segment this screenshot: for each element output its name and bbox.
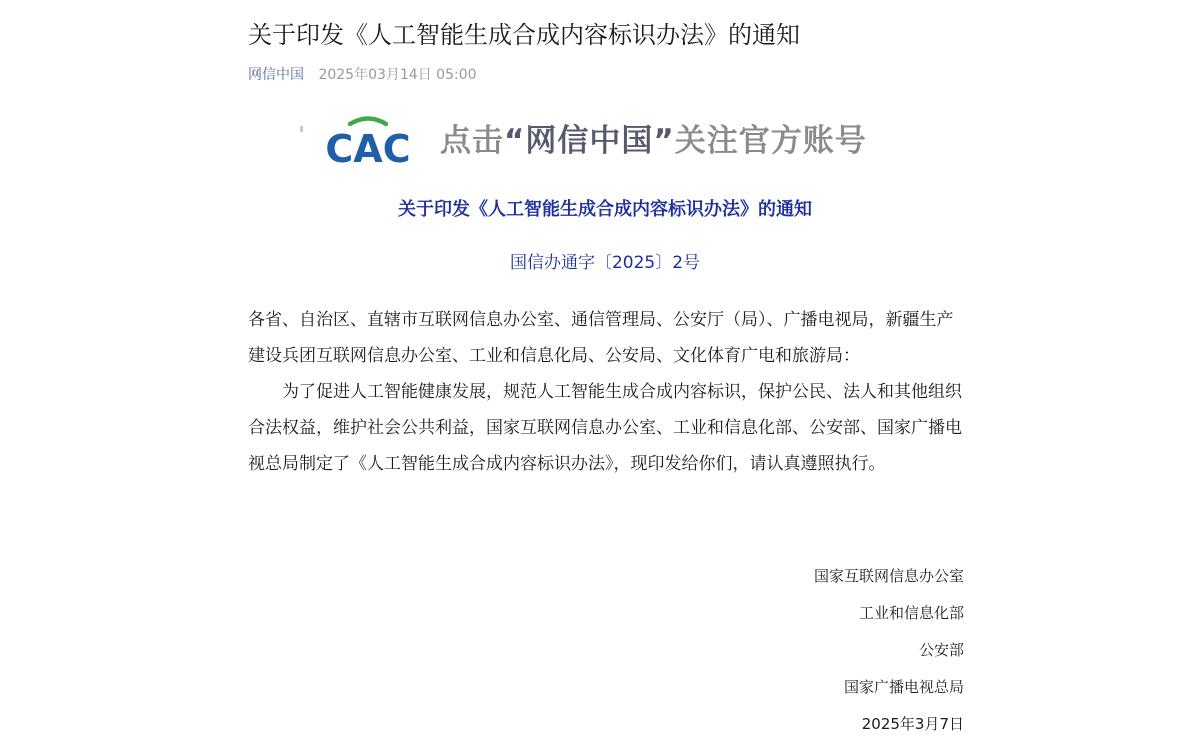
document-body <box>248 302 968 482</box>
follow-account-banner[interactable] <box>304 112 904 172</box>
signatory-nrta: 国家广播电视总局 <box>843 678 964 696</box>
article-meta <box>248 64 477 86</box>
banner-suffix: 关注官方账号 <box>674 123 867 159</box>
banner-text <box>440 119 867 163</box>
document-date: 2025年3月7日 <box>861 715 964 733</box>
signature-block <box>814 558 964 743</box>
article-publish-time: 2025年03月14日 05:00 <box>318 67 477 83</box>
signatory-miit: 工业和信息化部 <box>858 604 964 622</box>
document-paragraph: 为了促进人工智能健康发展，规范人工智能生成合成内容标识，保护公民、法人和其他组织合法权益，维护社会公共利益，国家互联网信息办公室、工业和信息化部、公安部、国家广播电视总局制定了《人工智能生成合成内容标识办法》，现印发给你们，请认真遵照执行。 <box>248 382 962 474</box>
document-number: 国信办通字〔2025〕2号 <box>509 253 701 273</box>
article-source-link[interactable]: 网信中国 <box>248 67 304 83</box>
banner-edge-mark <box>300 126 303 132</box>
document-addressee: 各省、自治区、直辖市互联网信息办公室、通信管理局、公安厅（局）、广播电视局，新疆生产建设兵团互联网信息办公室、工业和信息化局、公安局、文化体育广电和旅游局： <box>248 310 954 366</box>
signatory-mps: 公安部 <box>918 641 964 659</box>
banner-prefix: 点击 <box>440 123 504 159</box>
banner-account-name: “网信中国” <box>504 123 675 159</box>
document-title: 关于印发《人工智能生成合成内容标识办法》的通知 <box>398 199 812 220</box>
article-title: 关于印发《人工智能生成合成内容标识办法》的通知 <box>248 21 800 49</box>
cac-logo-text: CAC <box>325 127 411 166</box>
signatory-cac: 国家互联网信息办公室 <box>813 567 964 585</box>
cac-logo <box>320 112 416 166</box>
